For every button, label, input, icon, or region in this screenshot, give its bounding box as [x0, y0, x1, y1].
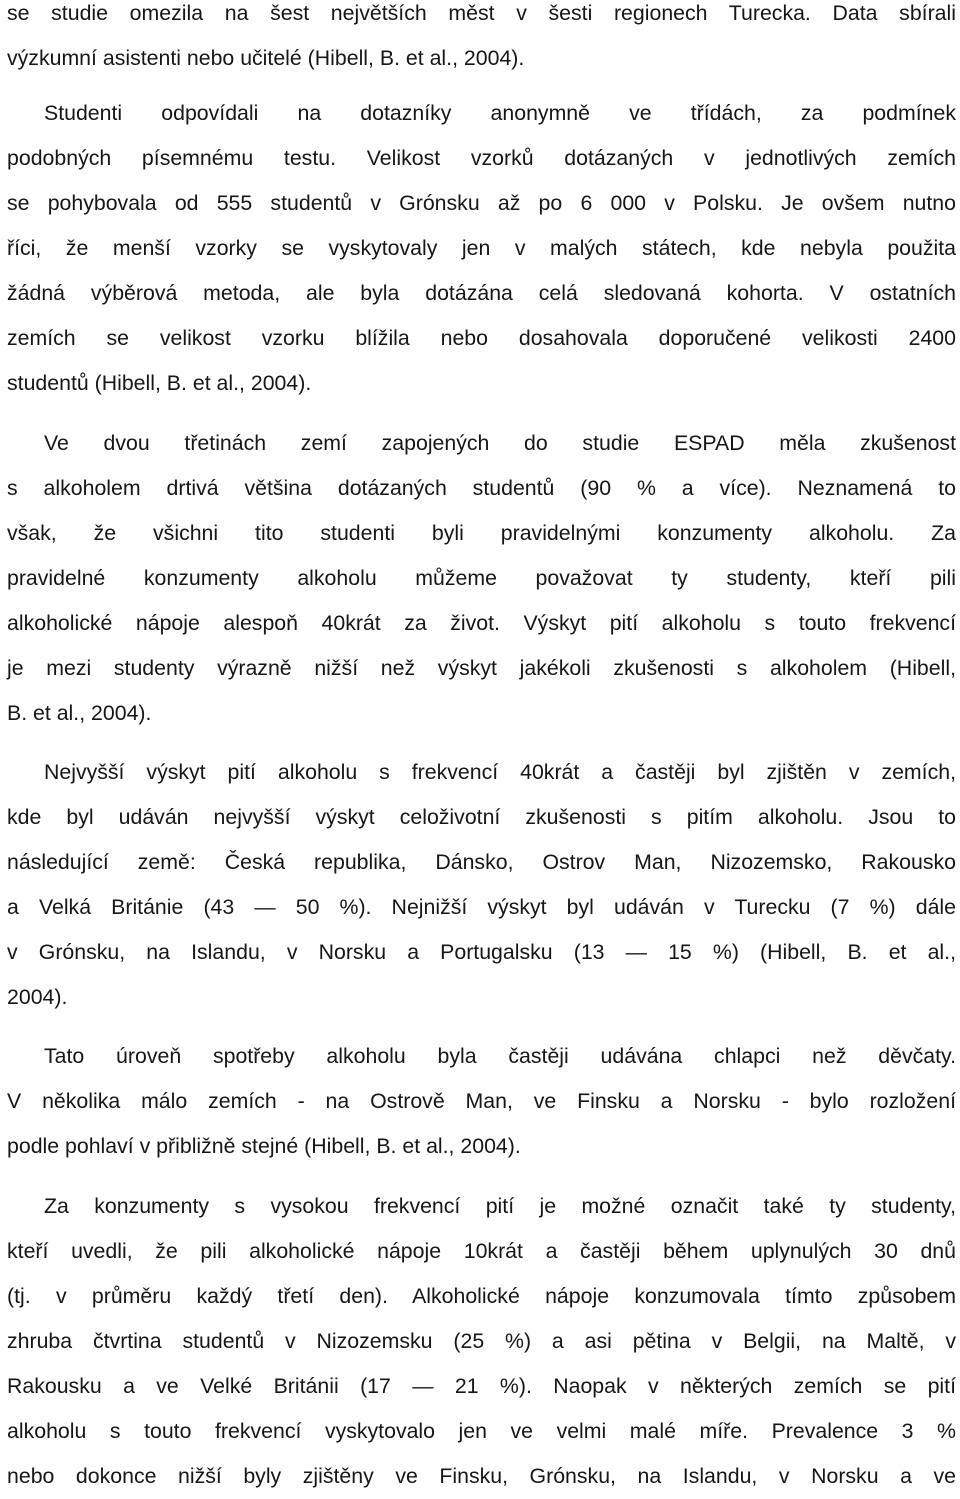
text-line: podle pohlaví v přibližně stejné (Hibell, B. et al., 2004).: [7, 1134, 521, 1158]
text-line: v Grónsku, na Islandu, v Norsku a Portugalsku (13 — 15 %) (Hibell, B. et al.,: [7, 940, 956, 964]
paragraph-sample-sizes: [7, 91, 956, 406]
text-line: kteří uvedli, že pili alkoholické nápoje 10krát a častěji během uplynulých 30 dnů: [7, 1239, 956, 1263]
paragraph-highest-prevalence: [7, 750, 956, 1020]
text-line: žádná výběrová metoda, ale byla dotázána celá sledovaná kohorta. V ostatních: [7, 281, 956, 305]
text-line: podobných písemnému testu. Velikost vzorků dotázaných v jednotlivých zemích: [7, 146, 956, 170]
text-line: pravidelné konzumenty alkoholu můžeme považovat ty studenty, kteří pili: [7, 566, 956, 590]
text-line: Za konzumenty s vysokou frekvencí pití je možné označit také ty studenty,: [44, 1194, 956, 1218]
text-line: výzkumní asistenti nebo učitelé (Hibell, B. et al., 2004).: [7, 46, 525, 70]
text-line: Tato úroveň spotřeby alkoholu byla častěji udávána chlapci než děvčaty.: [44, 1044, 956, 1068]
paragraph-alcohol-experience: [7, 421, 956, 736]
text-line: s alkoholem drtivá většina dotázaných studentů (90 % a více). Neznamená to: [7, 476, 956, 500]
text-line: Ve dvou třetinách zemí zapojených do studie ESPAD měla zkušenost: [44, 431, 956, 455]
text-line: 2004).: [7, 985, 68, 1009]
text-line: je mezi studenty výrazně nižší než výskyt jakékoli zkušenosti s alkoholem (Hibell,: [7, 656, 956, 680]
text-line: studentů (Hibell, B. et al., 2004).: [7, 371, 312, 395]
paragraph-survey-locations: [7, 0, 956, 81]
paragraph-high-frequency: [7, 1184, 956, 1499]
text-line: alkoholické nápoje alespoň 40krát za život. Výskyt pití alkoholu s touto frekvencí: [7, 611, 956, 635]
text-line: říci, že menší vzorky se vyskytovaly jen v malých státech, kde nebyla použita: [7, 236, 956, 260]
text-line: a Velká Británie (43 — 50 %). Nejnižší výskyt byl udáván v Turecku (7 %) dále: [7, 895, 956, 919]
text-line: nebo dokonce nižší byly zjištěny ve Finsku, Grónsku, na Islandu, v Norsku a ve: [7, 1464, 956, 1488]
text-line: alkoholu s touto frekvencí vyskytovalo jen ve velmi malé míře. Prevalence 3 %: [7, 1419, 956, 1443]
text-line: Nejvyšší výskyt pití alkoholu s frekvencí 40krát a častěji byl zjištěn v zemích,: [44, 760, 956, 784]
text-line: (tj. v průměru každý třetí den). Alkoholické nápoje konzumovala tímto způsobem: [7, 1284, 956, 1308]
text-line: následující země: Česká republika, Dánsko, Ostrov Man, Nizozemsko, Rakousko: [7, 850, 956, 874]
text-line: Rakousku a ve Velké Británii (17 — 21 %). Naopak v některých zemích se pití: [7, 1374, 956, 1398]
text-line: Studenti odpovídali na dotazníky anonymně ve třídách, za podmínek: [44, 101, 956, 125]
text-line: zhruba čtvrtina studentů v Nizozemsku (25 %) a asi pětina v Belgii, na Maltě, v: [7, 1329, 956, 1353]
text-line: V několika málo zemích - na Ostrově Man, ve Finsku a Norsku - bylo rozložení: [7, 1089, 956, 1113]
text-line: kde byl udáván nejvyšší výskyt celoživotní zkušenosti s pitím alkoholu. Jsou to: [7, 805, 956, 829]
text-line: B. et al., 2004).: [7, 701, 152, 725]
text-line: zemích se velikost vzorku blížila nebo dosahovala doporučené velikosti 2400: [7, 326, 956, 350]
text-line: se studie omezila na šest největších měst v šesti regionech Turecka. Data sbírali: [7, 1, 956, 25]
paragraph-gender-differences: [7, 1034, 956, 1169]
text-line: se pohybovala od 555 studentů v Grónsku až po 6 000 v Polsku. Je ovšem nutno: [7, 191, 956, 215]
text-line: však, že všichni tito studenti byli pravidelnými konzumenty alkoholu. Za: [7, 521, 956, 545]
